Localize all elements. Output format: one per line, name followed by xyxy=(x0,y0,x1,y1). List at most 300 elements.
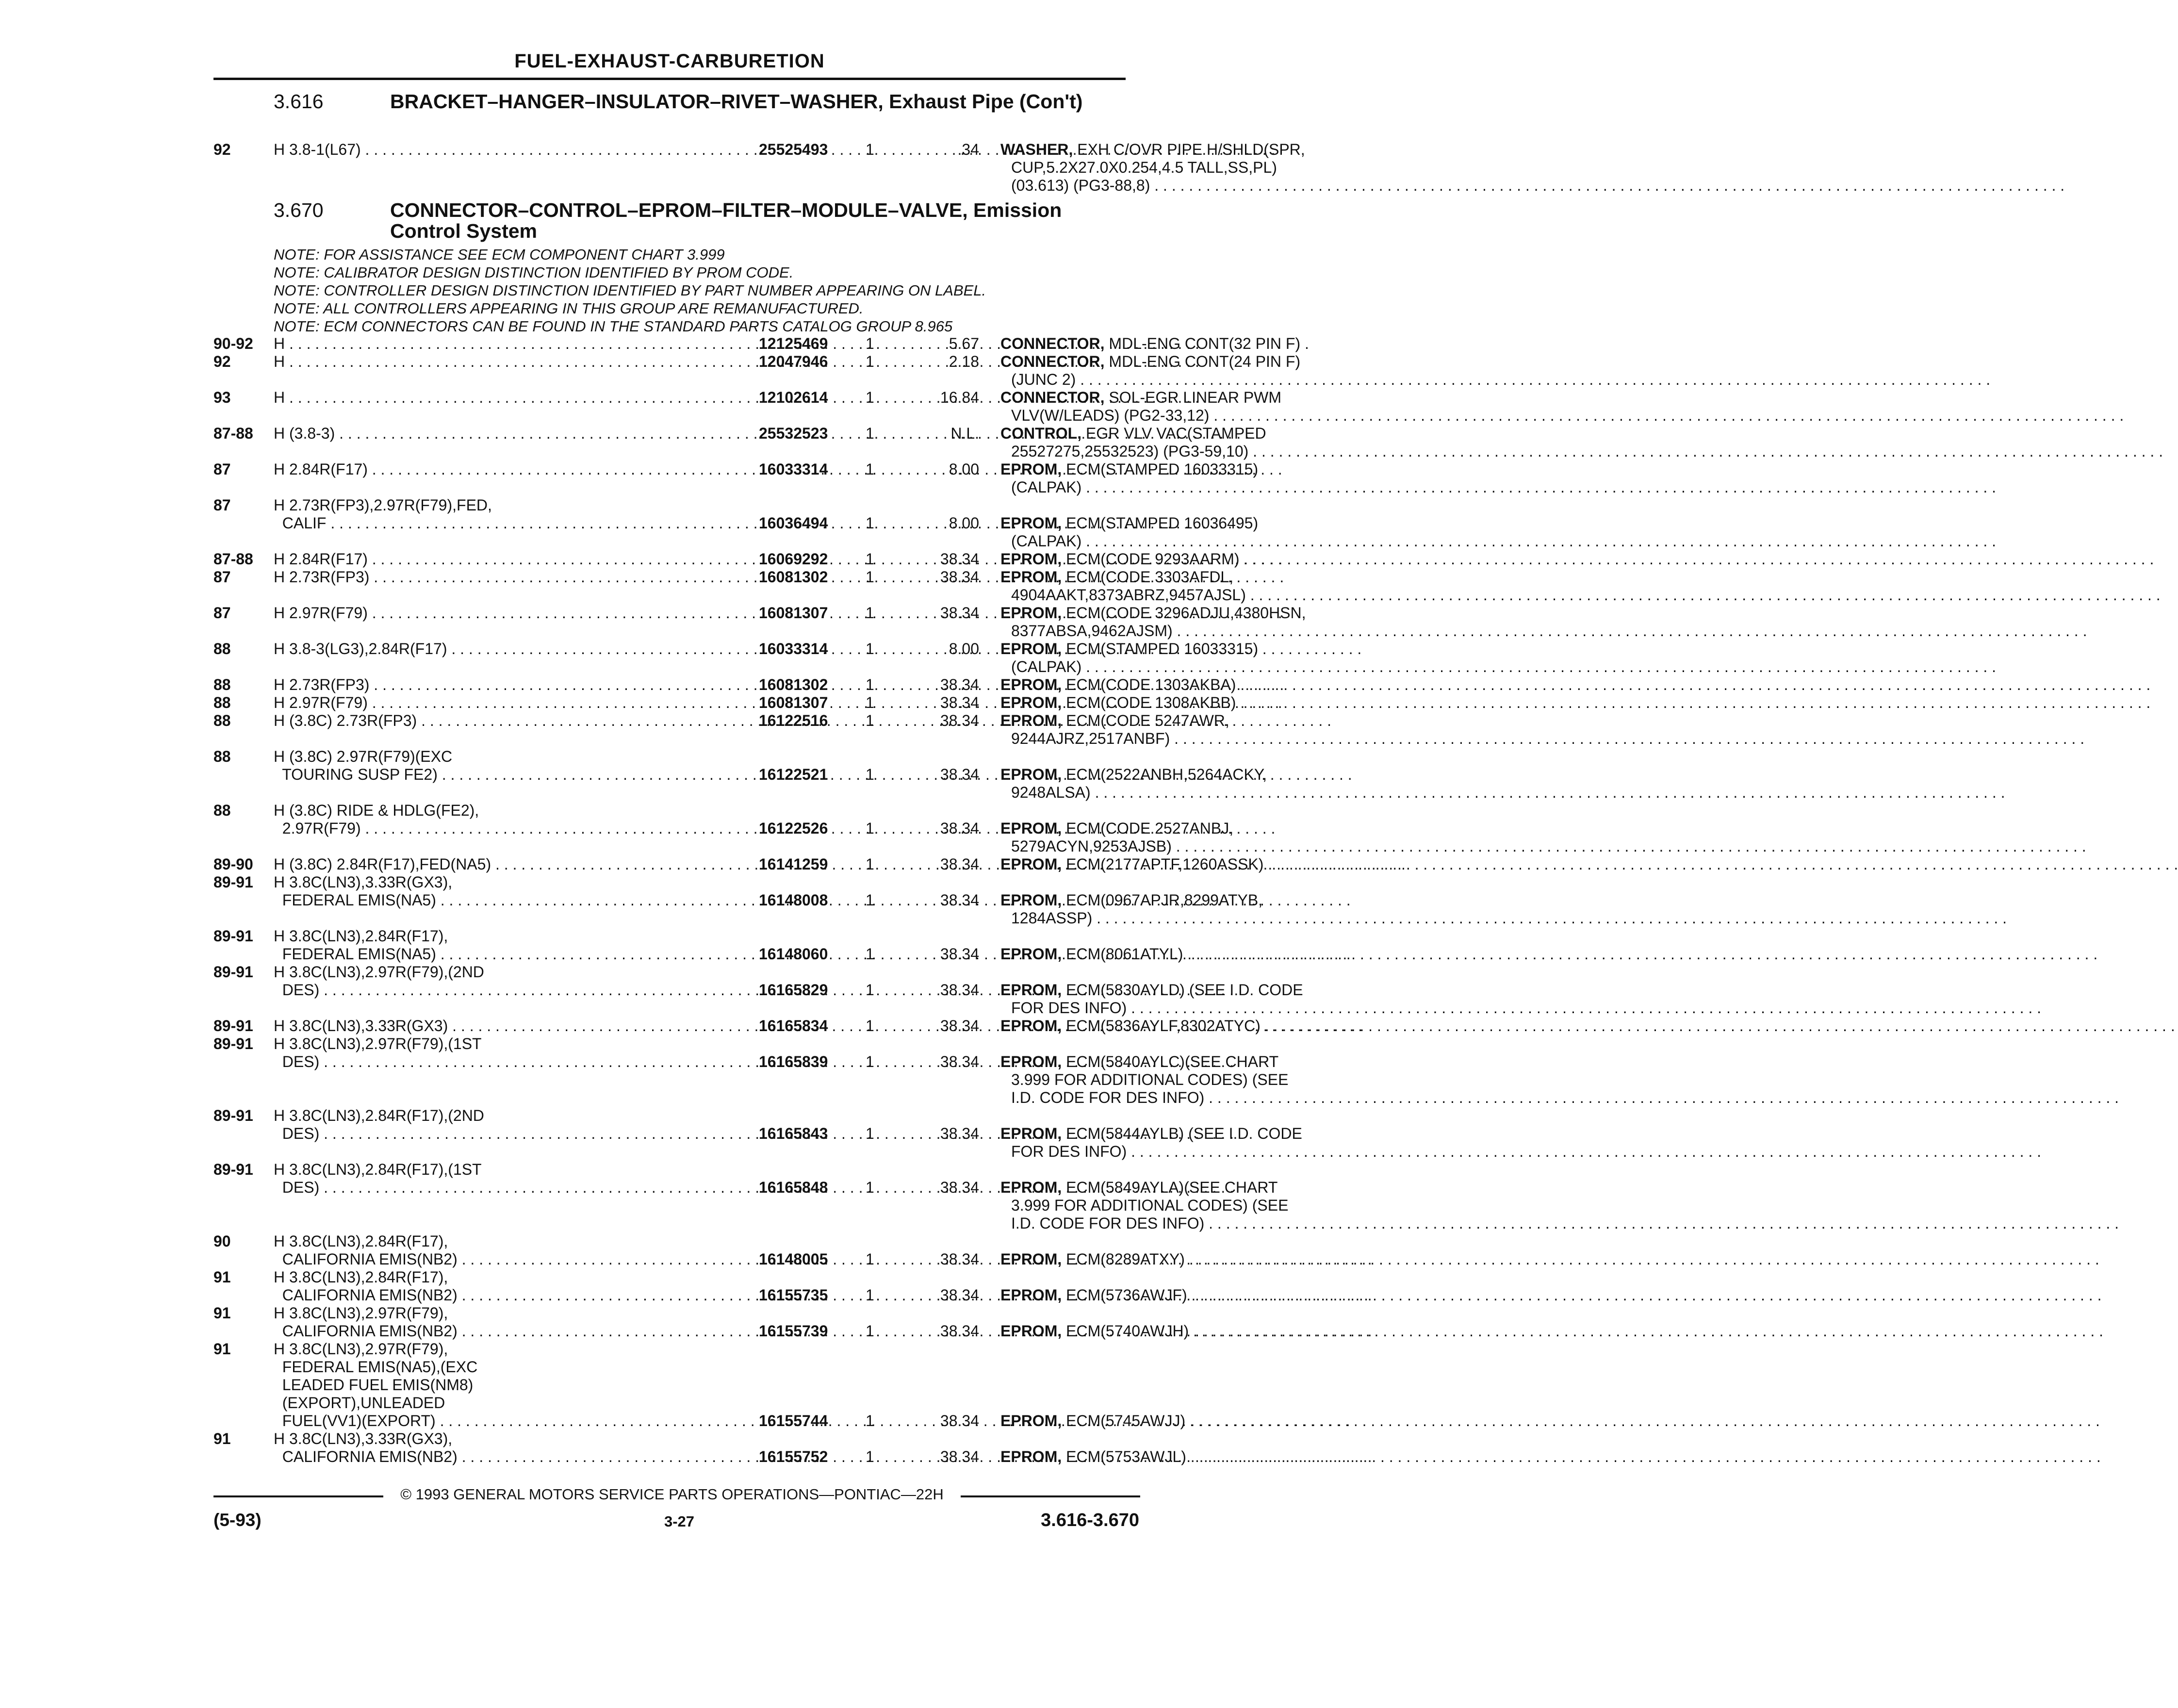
part-number: 16036494 xyxy=(759,514,828,532)
part-noun: WASHER, xyxy=(1000,141,1073,158)
part-name-text: ECM(STAMPED 16036495) xyxy=(1066,514,1259,532)
usage-line: (EXPORT),UNLEADED xyxy=(274,1394,445,1412)
usage-line: CALIFORNIA EMIS(NB2) . . . xyxy=(274,1286,756,1304)
part-name-line xyxy=(1000,1448,1350,1466)
part-name-text: EXH C/OVR PIPE H/SHLD(SPR, xyxy=(1077,141,1305,158)
usage-description xyxy=(274,335,756,353)
catalog-note: NOTE: ECM CONNECTORS CAN BE FOUND IN THE STANDARD PARTS CATALOG GROUP 8.965 xyxy=(274,318,953,335)
part-name-line xyxy=(1000,425,1350,443)
usage-line: DES) . . . xyxy=(274,1125,756,1143)
part-number: 16122521 xyxy=(759,766,828,783)
part-name-line xyxy=(1000,604,1350,622)
part-name-text: ECM(5753AWJL) xyxy=(1066,1448,1186,1465)
usage-description xyxy=(274,855,756,873)
part-name xyxy=(1000,1250,1350,1268)
part-name-line xyxy=(1000,945,1350,963)
part-noun: EPROM, xyxy=(1000,568,1062,586)
part-name-text: ECM(8289ATXY) xyxy=(1066,1250,1185,1268)
part-number: 12125469 xyxy=(759,335,828,352)
footer-rule-left xyxy=(213,1495,383,1497)
part-noun: EPROM, xyxy=(1000,855,1062,873)
part-number: 16165834 xyxy=(759,1017,828,1035)
part-number: 16155744 xyxy=(759,1412,828,1429)
usage-line: H 3.8C(LN3),2.97R(F79),(1ST xyxy=(274,1035,482,1052)
part-name-text: (CALPAK) xyxy=(1011,658,1082,675)
list-price: 38.34 xyxy=(940,820,979,837)
part-number: 16155752 xyxy=(759,1448,828,1465)
part-name xyxy=(1000,945,1350,963)
part-name xyxy=(1000,1053,1350,1107)
usage-line: H . . . xyxy=(274,335,756,353)
part-name xyxy=(1000,1179,1350,1232)
usage-line: CALIFORNIA EMIS(NB2) . . . xyxy=(274,1250,756,1268)
model-years: 93 xyxy=(213,389,231,406)
list-price: 2.18 xyxy=(949,353,979,370)
part-name xyxy=(1000,1017,1350,1035)
usage-description xyxy=(274,1430,756,1466)
part-name xyxy=(1000,604,1350,640)
part-name-line xyxy=(1000,159,1350,177)
part-name-text: ECM(5836AYLF,8302ATYC) xyxy=(1066,1017,1261,1035)
section-number: 3.616 xyxy=(274,90,324,113)
list-price: 8.00 xyxy=(949,514,979,532)
list-price: 38.34 xyxy=(940,981,979,999)
part-name-text: (CALPAK) xyxy=(1011,478,1082,496)
usage-line: H (3.8-3) . . . xyxy=(274,425,756,443)
quantity: 1 xyxy=(866,640,874,657)
part-name-line xyxy=(1000,712,1350,730)
part-number: 16122516 xyxy=(759,712,828,729)
model-years: 88 xyxy=(213,748,231,765)
part-name xyxy=(1000,855,1350,873)
usage-line: H 3.8C(LN3),2.84R(F17),(2ND xyxy=(274,1107,484,1124)
quantity: 1 xyxy=(866,855,874,873)
quantity: 1 xyxy=(866,353,874,370)
part-name-text: ECM(STAMPED 16033315) xyxy=(1066,460,1259,478)
usage-line: H 3.8C(LN3),3.33R(GX3) . . . xyxy=(274,1017,756,1035)
part-name-text: ECM(5736AWJF) xyxy=(1066,1286,1187,1304)
list-price: 38.34 xyxy=(940,1250,979,1268)
model-years: 91 xyxy=(213,1340,231,1358)
list-price: 38.34 xyxy=(940,766,979,783)
part-name-text: FOR DES INFO) xyxy=(1011,999,1127,1017)
model-years: 92 xyxy=(213,353,231,370)
part-noun: EPROM, xyxy=(1000,981,1062,999)
part-name-line xyxy=(1000,1179,1350,1197)
part-number: 16141259 xyxy=(759,855,828,873)
part-name-line xyxy=(1000,676,1350,694)
part-number: 16148008 xyxy=(759,891,828,909)
part-noun: CONNECTOR, xyxy=(1000,389,1105,406)
usage-line: CALIF . . . xyxy=(274,514,756,532)
part-name-line xyxy=(1000,568,1350,586)
model-years: 89-91 xyxy=(213,963,253,981)
list-price: 8.00 xyxy=(949,640,979,657)
part-name xyxy=(1000,1322,1350,1340)
part-number: 16165839 xyxy=(759,1053,828,1070)
list-price: 38.34 xyxy=(940,712,979,729)
part-noun: EPROM, xyxy=(1000,676,1062,693)
part-name xyxy=(1000,1448,1350,1466)
usage-description xyxy=(274,353,756,371)
part-number: 16155739 xyxy=(759,1322,828,1340)
header-rule xyxy=(213,78,1126,80)
model-years: 89-91 xyxy=(213,1161,253,1178)
usage-description xyxy=(274,802,756,838)
usage-description xyxy=(274,1107,756,1143)
model-years: 87 xyxy=(213,604,231,622)
model-years: 89-91 xyxy=(213,1017,253,1035)
model-years: 91 xyxy=(213,1304,231,1322)
list-price: 38.34 xyxy=(940,676,979,693)
part-number: 25525493 xyxy=(759,141,828,158)
part-name-text: CUP,5.2X27.0X0.254,4.5 TALL,SS,PL) xyxy=(1011,159,1277,176)
part-number: 16081307 xyxy=(759,694,828,711)
list-price: 38.34 xyxy=(940,1322,979,1340)
list-price: 38.34 xyxy=(940,1017,979,1035)
usage-line: FUEL(VV1)(EXPORT) . . . xyxy=(274,1412,756,1430)
quantity: 1 xyxy=(866,389,874,406)
part-noun: CONNECTOR, xyxy=(1000,335,1105,352)
catalog-note: NOTE: ALL CONTROLLERS APPEARING IN THIS GROUP ARE REMANUFACTURED. xyxy=(274,300,864,317)
model-years: 89-91 xyxy=(213,927,253,945)
part-name-line xyxy=(1000,640,1350,658)
part-name-text: ECM(5840AYLC)(SEE CHART xyxy=(1066,1053,1279,1070)
part-noun: CONTROL, xyxy=(1000,425,1082,442)
usage-description xyxy=(274,927,756,963)
model-years: 90-92 xyxy=(213,335,253,352)
part-noun: EPROM, xyxy=(1000,820,1062,837)
quantity: 1 xyxy=(866,514,874,532)
part-noun: EPROM, xyxy=(1000,1286,1062,1304)
usage-description xyxy=(274,1017,756,1035)
part-name-line xyxy=(1000,1286,1350,1304)
part-name-text: ECM(STAMPED 16033315) xyxy=(1066,640,1259,657)
usage-line: H 3.8C(LN3),2.84R(F17), xyxy=(274,1232,448,1250)
part-name-text: ECM(CODE 3296ADJU,4380HSN, xyxy=(1066,604,1306,622)
model-years: 91 xyxy=(213,1430,231,1447)
part-name-text: ECM(CODE 3303AFDL, xyxy=(1066,568,1234,586)
part-name-text: I.D. CODE FOR DES INFO) xyxy=(1011,1215,1205,1232)
quantity: 1 xyxy=(866,945,874,963)
usage-description xyxy=(274,1304,756,1340)
list-price: 38.34 xyxy=(940,550,979,568)
part-name-line xyxy=(1000,478,1350,496)
part-name-line xyxy=(1000,1250,1350,1268)
part-name-text: (CALPAK) xyxy=(1011,532,1082,550)
list-price: 8.00 xyxy=(949,460,979,478)
footer-date: (5-93) xyxy=(213,1510,262,1530)
part-name-line xyxy=(1000,389,1350,407)
usage-line: DES) . . . xyxy=(274,981,756,999)
part-name-line xyxy=(1000,909,1350,927)
part-name-line xyxy=(1000,335,1350,353)
usage-line: CALIFORNIA EMIS(NB2) . . . xyxy=(274,1448,756,1466)
usage-description xyxy=(274,604,756,622)
usage-line: FEDERAL EMIS(NA5),(EXC xyxy=(274,1358,478,1376)
usage-line: H 2.97R(F79) . . . xyxy=(274,694,756,712)
footer-rule-right xyxy=(961,1495,1140,1497)
part-name-line xyxy=(1000,586,1350,604)
usage-line: H 2.73R(FP3),2.97R(F79),FED, xyxy=(274,496,492,514)
part-name-line xyxy=(1000,532,1350,550)
part-name-line xyxy=(1000,1322,1350,1340)
part-number: 16033314 xyxy=(759,460,828,478)
part-name-line xyxy=(1000,730,1350,748)
usage-line: H 3.8C(LN3),2.84R(F17),(1ST xyxy=(274,1161,482,1178)
part-noun: EPROM, xyxy=(1000,712,1062,729)
part-name-line xyxy=(1000,1089,1350,1107)
part-name xyxy=(1000,460,1350,496)
model-years: 90 xyxy=(213,1232,231,1250)
usage-line: LEADED FUEL EMIS(NM8) xyxy=(274,1376,474,1394)
part-name-text: ECM(5844AYLB) (SEE I.D. CODE xyxy=(1066,1125,1302,1142)
part-name-text: 3.999 FOR ADDITIONAL CODES) (SEE xyxy=(1011,1071,1289,1088)
part-name xyxy=(1000,766,1350,802)
list-price: 38.34 xyxy=(940,1053,979,1070)
part-name xyxy=(1000,353,1350,389)
usage-line: H 3.8-3(LG3),2.84R(F17) . . . xyxy=(274,640,756,658)
usage-line: DES) . . . xyxy=(274,1179,756,1197)
part-name-line xyxy=(1000,1071,1350,1089)
part-name-line xyxy=(1000,891,1350,909)
part-name xyxy=(1000,1125,1350,1161)
part-noun: EPROM, xyxy=(1000,766,1062,783)
part-noun: EPROM, xyxy=(1000,891,1062,909)
part-name-text: ECM(CODE 2527ANBJ, xyxy=(1066,820,1234,837)
usage-description xyxy=(274,425,756,443)
list-price: 16.84 xyxy=(940,389,979,406)
part-name-text: ECM(2177APTF,1260ASSK) xyxy=(1066,855,1264,873)
part-noun: EPROM, xyxy=(1000,1412,1062,1429)
part-name xyxy=(1000,514,1350,550)
model-years: 88 xyxy=(213,712,231,729)
usage-line: H 2.84R(F17) . . . xyxy=(274,550,756,568)
quantity: 1 xyxy=(866,460,874,478)
model-years: 88 xyxy=(213,676,231,693)
usage-line: H (3.8C) RIDE & HDLG(FE2), xyxy=(274,802,479,819)
quantity: 1 xyxy=(866,1125,874,1142)
usage-line: H 3.8C(LN3),3.33R(GX3), xyxy=(274,1430,453,1447)
list-price: 38.34 xyxy=(940,1286,979,1304)
usage-description xyxy=(274,1232,756,1268)
page-header-title: FUEL-EXHAUST-CARBURETION xyxy=(514,50,825,72)
list-price: 38.34 xyxy=(940,855,979,873)
part-name-text: MDL-ENG CONT(32 PIN F) . xyxy=(1109,335,1309,352)
list-price: N.L. xyxy=(950,425,979,442)
part-name xyxy=(1000,425,1350,460)
part-noun: EPROM, xyxy=(1000,1017,1062,1035)
copyright-line: © 1993 GENERAL MOTORS SERVICE PARTS OPERATIONS—PONTIAC—22H xyxy=(400,1486,944,1503)
usage-line: H 3.8C(LN3),2.97R(F79), xyxy=(274,1304,448,1322)
model-years: 88 xyxy=(213,694,231,711)
part-name-text: EGR VLV VAC(STAMPED xyxy=(1085,425,1266,442)
model-years: 89-91 xyxy=(213,1035,253,1052)
part-name-text: (03.613) (PG3-88,8) xyxy=(1011,177,1150,194)
part-name-line xyxy=(1000,820,1350,838)
part-name-text: 4904AAKT,8373ABRZ,9457AJSL) xyxy=(1011,586,1246,604)
section-title: CONNECTOR–CONTROL–EPROM–FILTER–MODULE–VALVE, Emission Control System xyxy=(390,199,1062,242)
footer-section-range: 3.616-3.670 xyxy=(1041,1510,1139,1530)
usage-line: TOURING SUSP FE2) . . . xyxy=(274,766,756,784)
quantity: 1 xyxy=(866,335,874,352)
quantity: 1 xyxy=(866,676,874,693)
usage-description xyxy=(274,676,756,694)
part-name-line xyxy=(1000,550,1350,568)
part-name-text: ECM(5849AYLA)(SEE CHART xyxy=(1066,1179,1278,1196)
list-price: 38.34 xyxy=(940,891,979,909)
usage-description xyxy=(274,694,756,712)
part-name-line xyxy=(1000,141,1350,159)
part-name-text: ECM(5745AWJJ) xyxy=(1066,1412,1186,1429)
part-noun: EPROM, xyxy=(1000,514,1062,532)
part-name-line xyxy=(1000,443,1350,460)
section-number: 3.670 xyxy=(274,199,324,221)
part-name-line xyxy=(1000,855,1350,873)
usage-line: H 2.97R(F79) . . . xyxy=(274,604,756,622)
part-name xyxy=(1000,1412,1350,1430)
usage-description xyxy=(274,550,756,568)
part-name xyxy=(1000,820,1350,855)
quantity: 1 xyxy=(866,550,874,568)
part-noun: EPROM, xyxy=(1000,1322,1062,1340)
quantity: 1 xyxy=(866,891,874,909)
quantity: 1 xyxy=(866,1448,874,1465)
part-number: 12047946 xyxy=(759,353,828,370)
quantity: 1 xyxy=(866,1286,874,1304)
part-number: 16155735 xyxy=(759,1286,828,1304)
part-name-line xyxy=(1000,514,1350,532)
usage-description xyxy=(274,963,756,999)
usage-line: H (3.8C) 2.97R(F79)(EXC xyxy=(274,748,453,765)
part-name-line xyxy=(1000,371,1350,389)
part-name xyxy=(1000,550,1350,568)
part-name-text: 9248ALSA) xyxy=(1011,784,1091,801)
part-name-line xyxy=(1000,407,1350,425)
part-name-line xyxy=(1000,999,1350,1017)
part-name-line xyxy=(1000,766,1350,784)
part-number: 16165843 xyxy=(759,1125,828,1142)
footer-page-number: 3-27 xyxy=(664,1513,695,1530)
usage-description xyxy=(274,141,756,159)
usage-line: 2.97R(F79) . . . xyxy=(274,820,756,838)
part-number: 16081302 xyxy=(759,676,828,693)
model-years: 91 xyxy=(213,1268,231,1286)
part-noun: EPROM, xyxy=(1000,640,1062,657)
usage-line: DES) . . . xyxy=(274,1053,756,1071)
quantity: 1 xyxy=(866,425,874,442)
usage-description xyxy=(274,568,756,586)
part-noun: EPROM, xyxy=(1000,1053,1062,1070)
part-number: 16069292 xyxy=(759,550,828,568)
part-number: 16148005 xyxy=(759,1250,828,1268)
usage-line: H . . . xyxy=(274,389,756,407)
part-name-text: 25527275,25532523) (PG3-59,10) xyxy=(1011,443,1249,460)
usage-line: H 3.8C(LN3),3.33R(GX3), xyxy=(274,873,453,891)
part-number: 16122526 xyxy=(759,820,828,837)
usage-description xyxy=(274,1340,756,1430)
part-name xyxy=(1000,694,1350,712)
usage-line: H 3.8C(LN3),2.84R(F17), xyxy=(274,927,448,945)
quantity: 1 xyxy=(866,712,874,729)
quantity: 1 xyxy=(866,694,874,711)
part-name-line xyxy=(1000,460,1350,478)
catalog-note: NOTE: FOR ASSISTANCE SEE ECM COMPONENT CHART 3.999 xyxy=(274,246,725,263)
model-years: 87-88 xyxy=(213,425,253,442)
part-name-line xyxy=(1000,981,1350,999)
part-number: 25532523 xyxy=(759,425,828,442)
model-years: 89-90 xyxy=(213,855,253,873)
usage-line: H (3.8C) 2.84R(F17),FED(NA5) . . . xyxy=(274,855,756,873)
part-name-text: ECM(8061ATYL) xyxy=(1066,945,1183,963)
part-noun: EPROM, xyxy=(1000,1179,1062,1196)
quantity: 1 xyxy=(866,766,874,783)
quantity: 1 xyxy=(866,1412,874,1429)
part-name-line xyxy=(1000,1053,1350,1071)
part-name xyxy=(1000,389,1350,425)
model-years: 87 xyxy=(213,496,231,514)
quantity: 1 xyxy=(866,1179,874,1196)
part-name-text: ECM(CODE 1308AKBB) xyxy=(1066,694,1236,711)
list-price: 38.34 xyxy=(940,1448,979,1465)
usage-line: H . . . xyxy=(274,353,756,371)
part-name-line xyxy=(1000,1412,1350,1430)
model-years: 89-91 xyxy=(213,873,253,891)
list-price: 5.67 xyxy=(949,335,979,352)
quantity: 1 xyxy=(866,1017,874,1035)
part-name xyxy=(1000,981,1350,1017)
model-years: 92 xyxy=(213,141,231,158)
usage-description xyxy=(274,712,756,730)
part-name-line xyxy=(1000,1215,1350,1232)
list-price: 38.34 xyxy=(940,604,979,622)
part-noun: EPROM, xyxy=(1000,945,1062,963)
part-name xyxy=(1000,676,1350,694)
section-title: BRACKET–HANGER–INSULATOR–RIVET–WASHER, Exhaust Pipe (Con't) xyxy=(390,90,1083,113)
part-name xyxy=(1000,1286,1350,1304)
part-noun: CONNECTOR, xyxy=(1000,353,1105,370)
part-number: 16165829 xyxy=(759,981,828,999)
usage-line: FEDERAL EMIS(NA5) . . . xyxy=(274,891,756,909)
usage-line: H 3.8C(LN3),2.84R(F17), xyxy=(274,1268,448,1286)
part-name-text: SOL-EGR LINEAR PWM xyxy=(1109,389,1282,406)
part-noun: EPROM, xyxy=(1000,550,1062,568)
quantity: 1 xyxy=(866,1053,874,1070)
usage-description xyxy=(274,640,756,658)
model-years: 87 xyxy=(213,568,231,586)
quantity: 1 xyxy=(866,1322,874,1340)
part-name-line xyxy=(1000,838,1350,855)
usage-line: H 3.8C(LN3),2.97R(F79), xyxy=(274,1340,448,1358)
part-name xyxy=(1000,712,1350,748)
part-name-text: 3.999 FOR ADDITIONAL CODES) (SEE xyxy=(1011,1197,1289,1214)
part-number: 16081307 xyxy=(759,604,828,622)
quantity: 1 xyxy=(866,981,874,999)
part-name-text: (JUNC 2) xyxy=(1011,371,1076,388)
part-name-text: ECM(CODE 5247AWR, xyxy=(1066,712,1229,729)
quantity: 1 xyxy=(866,141,874,158)
part-name-text: FOR DES INFO) xyxy=(1011,1143,1127,1160)
usage-description xyxy=(274,1035,756,1071)
part-noun: EPROM, xyxy=(1000,694,1062,711)
part-name xyxy=(1000,141,1350,195)
part-name-line xyxy=(1000,784,1350,802)
list-price: 38.34 xyxy=(940,694,979,711)
part-name xyxy=(1000,640,1350,676)
part-name-line xyxy=(1000,622,1350,640)
catalog-note: NOTE: CONTROLLER DESIGN DISTINCTION IDENTIFIED BY PART NUMBER APPEARING ON LABEL. xyxy=(274,282,986,299)
quantity: 1 xyxy=(866,820,874,837)
